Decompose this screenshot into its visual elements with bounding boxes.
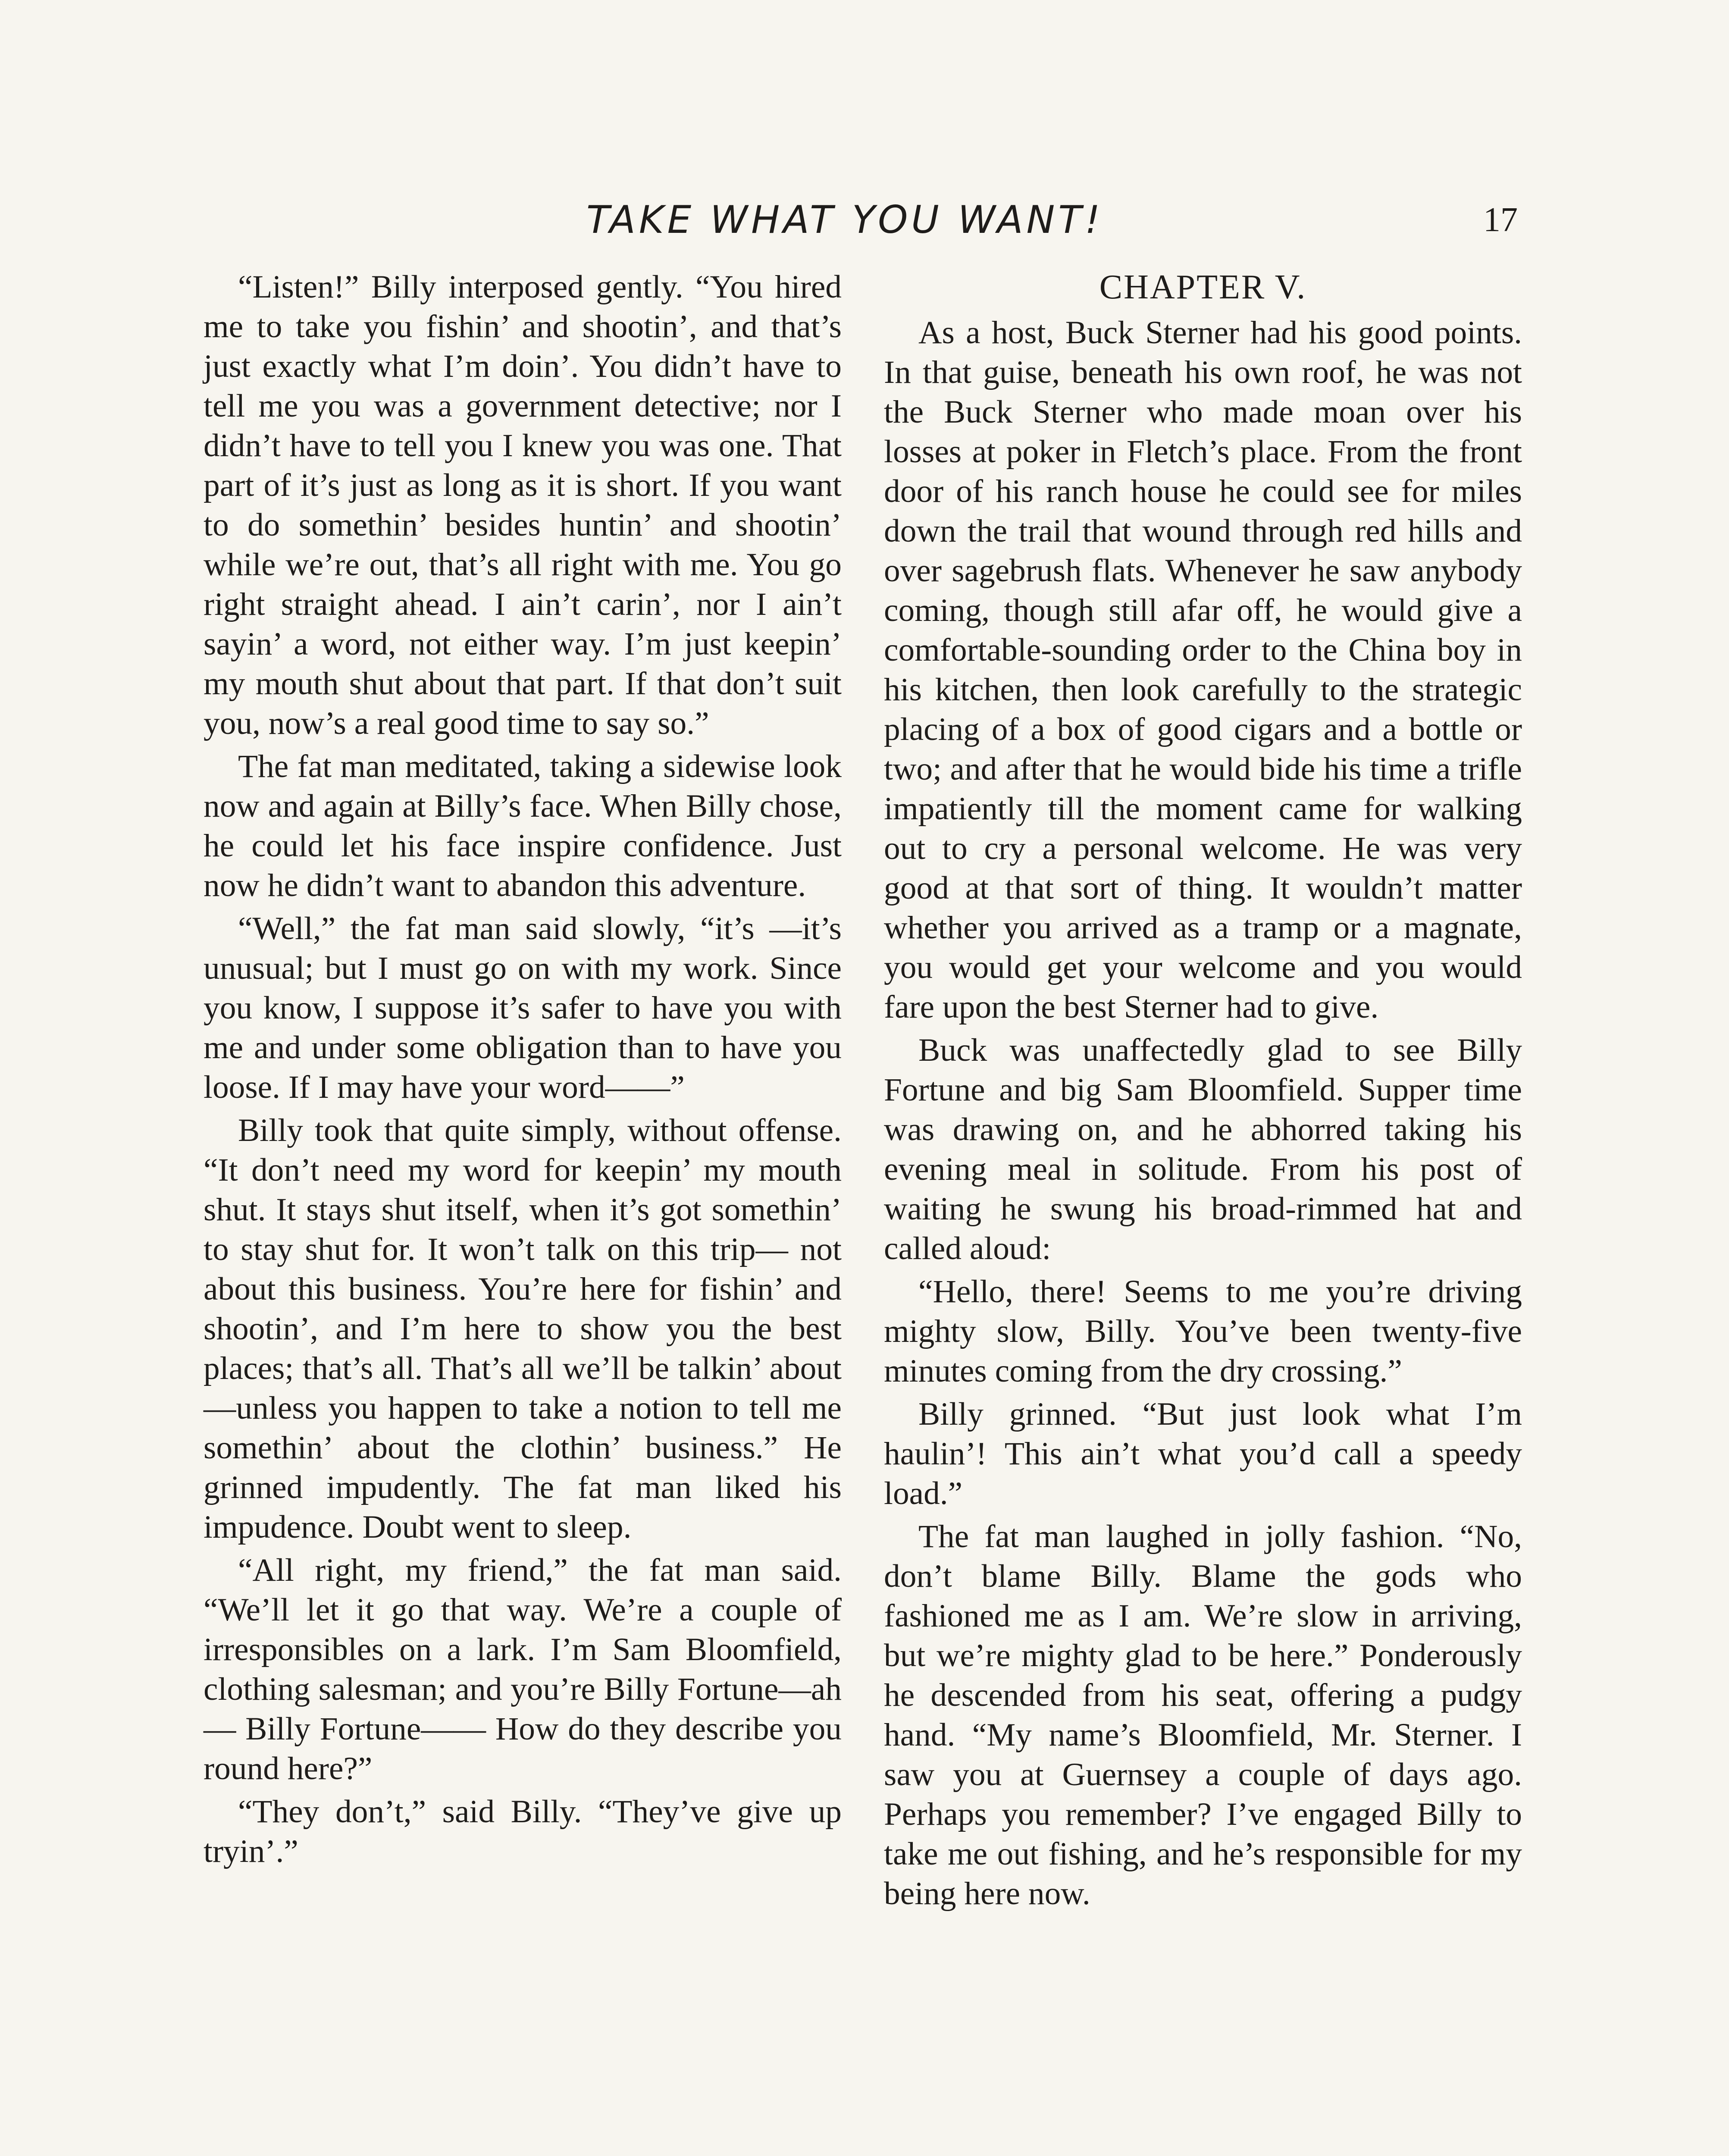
running-head: TAKE WHAT YOU WANT! — [586, 197, 1104, 242]
chapter-heading: CHAPTER V. — [1099, 268, 1307, 306]
page-header — [0, 190, 1729, 250]
paragraph: “Listen!” Billy interposed gently. “You hired me to take you fishin’ and shootin’, and that’s just exactly what I’m doin’. You didn’t have to tell me you was a government detective; nor I didn’t have to tell you I knew you was one. That part of it’s just as long as it is short. If you want to do somethin’ besides huntin’ and shootin’ while we’re out, that’s all right with me. You go right straight ahead. I ain’t carin’, nor I ain’t sayin’ a word, not either way. I’m just keepin’ my mouth shut about that part. If that don’t suit you, now’s a real good time to say so.” — [204, 269, 842, 741]
paragraph: Buck was unaffectedly glad to see Billy Fortune and big Sam Bloomfield. Supper time was drawing on, and he abhorred taking his evening meal in solitude. From his post of waiting he swung his broad-rimmed hat and called aloud: — [884, 1032, 1522, 1266]
paragraph: Billy took that quite simply, without offense. “It don’t need my word for keepin’ my mouth shut. It stays shut itself, when it’s got somethin’ to stay shut for. It won’t talk on this trip— not about this business. You’re here for fishin’ and shootin’, and I’m here to show you the best places; that’s all. That’s all we’ll be talkin’ about—unless you happen to take a notion to tell me somethin’ about the clothin’ business.” He grinned impudently. The fat man liked his impudence. Doubt went to sleep. — [204, 1112, 842, 1545]
paragraph: As a host, Buck Sterner had his good points. In that guise, beneath his own roof, he was not the Buck Sterner who made moan over his losses at poker in Fletch’s place. From the front door of his ranch house he could see for miles down the trail that wound through red hills and over sagebrush flats. Whenever he saw anybody coming, though still afar off, he would give a comfortable-sounding order to the China boy in his kitchen, then look carefully to the strategic placing of a box of good cigars and a bottle or two; and after that he would bide his time a trifle impatiently till the moment came for walking out to cry a personal welcome. He was very good at that sort of thing. It wouldn’t matter whether you arrived as a tramp or a magnate, you would get your welcome and you would fare upon the best Sterner had to give. — [884, 315, 1522, 1025]
page-number: 17 — [1483, 201, 1518, 239]
paragraph: “All right, my friend,” the fat man said. “We’ll let it go that way. We’re a couple of irresponsibles on a lark. I’m Sam Bloomfield, clothing salesman; and you’re Billy Fortune—ah— Billy Fortune—— How do they describe you round here?” — [204, 1552, 842, 1786]
paragraph: “Hello, there! Seems to me you’re driving mighty slow, Billy. You’ve been twenty-five minutes coming from the dry crossing.” — [884, 1274, 1522, 1389]
paragraph: “Well,” the fat man said slowly, “it’s —it’s unusual; but I must go on with my work. Since you know, I suppose it’s safer to have you with me and under some obligation than to have you loose. If I may have your word——” — [204, 911, 842, 1105]
left-column — [204, 267, 842, 2156]
paragraph: The fat man laughed in jolly fashion. “No, don’t blame Billy. Blame the gods who fashioned me as I am. We’re slow in arriving, but we’re mighty glad to be here.” Ponderously he descended from his seat, offering a pudgy hand. “My name’s Bloomfield, Mr. Sterner. I saw you at Guernsey a couple of days ago. Perhaps you remember? I’ve engaged Billy to take me out fishing, and he’s responsible for my being here now. — [884, 1519, 1522, 1912]
right-column — [884, 267, 1522, 2156]
paragraph: The fat man meditated, taking a sidewise look now and again at Billy’s face. When Billy chose, he could let his face inspire confidence. Just now he didn’t want to abandon this adventure. — [204, 749, 842, 903]
paragraph: Billy grinned. “But just look what I’m haulin’! This ain’t what you’d call a speedy load.” — [884, 1396, 1522, 1511]
paragraph: “They don’t,” said Billy. “They’ve give up tryin’.” — [204, 1794, 842, 1869]
